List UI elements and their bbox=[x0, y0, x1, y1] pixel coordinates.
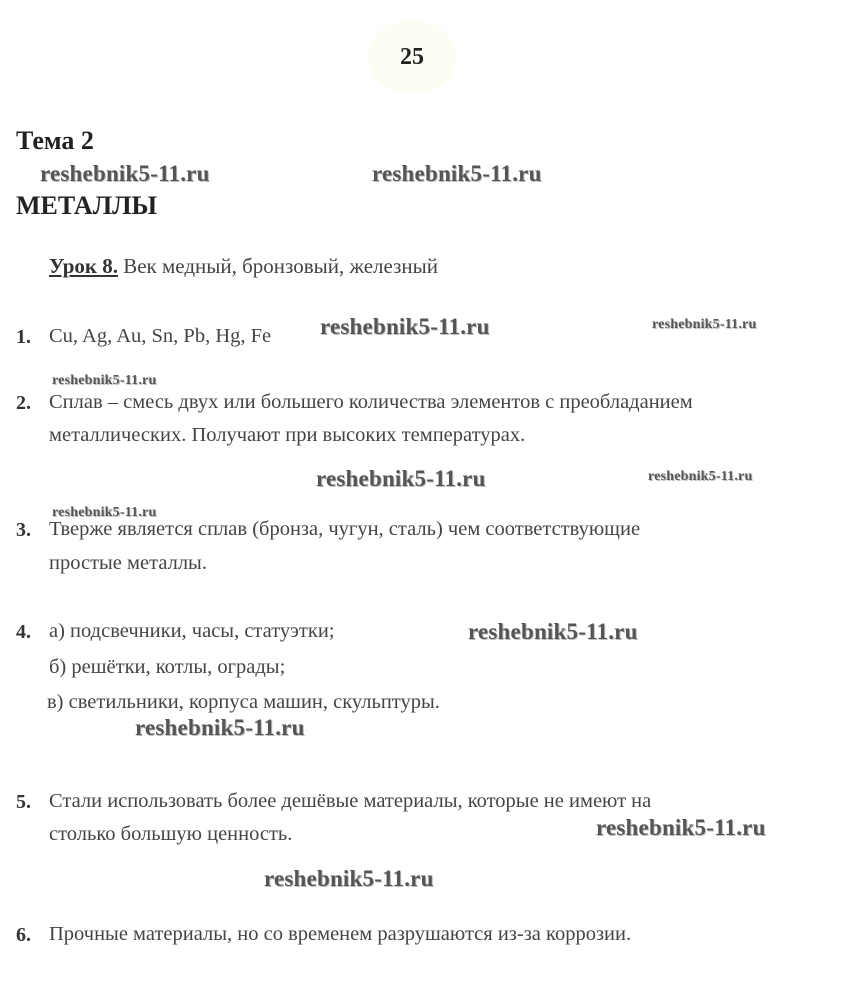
watermark: reshebnik5-11.ru bbox=[135, 715, 305, 740]
answer-line: простые металлы. bbox=[49, 552, 207, 574]
answer-line: Тверже является сплав (бронза, чугун, сталь) чем соответствующие bbox=[49, 518, 641, 540]
lesson-title: Век медный, бронзовый, железный bbox=[123, 254, 438, 278]
watermark: reshebnik5-11.ru bbox=[52, 505, 157, 520]
answer-line: металлических. Получают при высоких температурах. bbox=[49, 424, 526, 446]
topic-title: МЕТАЛЛЫ bbox=[16, 191, 157, 220]
answer-line: столько большую ценность. bbox=[49, 823, 293, 845]
watermark: reshebnik5-11.ru bbox=[40, 161, 210, 186]
watermark: reshebnik5-11.ru bbox=[468, 619, 638, 644]
watermark: reshebnik5-11.ru bbox=[320, 314, 490, 339]
watermark: reshebnik5-11.ru bbox=[648, 469, 753, 484]
watermark: reshebnik5-11.ru bbox=[596, 815, 766, 840]
watermark: reshebnik5-11.ru bbox=[372, 161, 542, 186]
answer-line: Cu, Ag, Au, Sn, Pb, Hg, Fe bbox=[49, 325, 272, 347]
answer-number: 3. bbox=[16, 519, 31, 541]
answer-number: 6. bbox=[16, 924, 31, 946]
watermark: reshebnik5-11.ru bbox=[316, 466, 486, 491]
answer-line: в) светильники, корпуса машин, скульптуры. bbox=[47, 691, 440, 713]
answer-line: Стали использовать более дешёвые материалы, которые не имеют на bbox=[49, 790, 652, 812]
answer-number: 4. bbox=[16, 621, 31, 643]
watermark: reshebnik5-11.ru bbox=[652, 317, 757, 332]
answer-number: 1. bbox=[16, 326, 31, 348]
answer-number: 2. bbox=[16, 392, 31, 414]
topic-label: Тема 2 bbox=[16, 126, 94, 155]
watermark: reshebnik5-11.ru bbox=[52, 373, 157, 388]
answer-line: Сплав – смесь двух или большего количества элементов с преобладанием bbox=[49, 391, 693, 413]
answer-line: б) решётки, котлы, ограды; bbox=[49, 656, 286, 678]
lesson-heading bbox=[49, 254, 438, 279]
answer-line: а) подсвечники, часы, статуэтки; bbox=[49, 620, 335, 642]
lesson-label: Урок 8. bbox=[49, 254, 118, 278]
page-number: 25 bbox=[368, 22, 456, 92]
watermark: reshebnik5-11.ru bbox=[264, 866, 434, 891]
answer-number: 5. bbox=[16, 791, 31, 813]
answer-line: Прочные материалы, но со временем разрушаются из-за коррозии. bbox=[49, 923, 632, 945]
